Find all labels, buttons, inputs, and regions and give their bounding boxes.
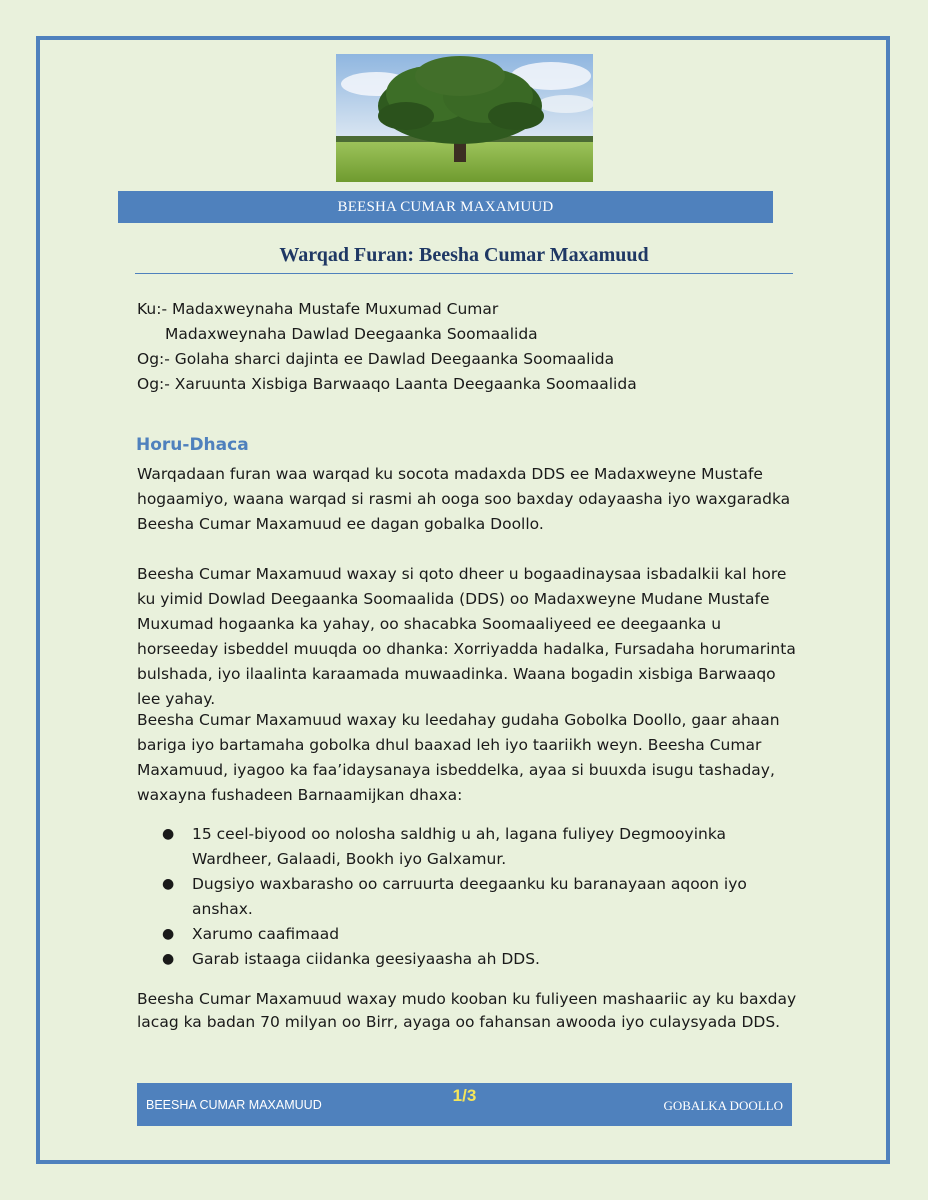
list-item — [137, 872, 797, 922]
address-line-1: Ku:- Madaxweynaha Mustafe Muxumad Cumar — [137, 300, 499, 318]
list-item-text: Garab istaaga ciidanka geesiyaasha ah DDS. — [192, 950, 540, 968]
list-item — [137, 822, 797, 872]
footer-bar — [137, 1083, 792, 1126]
page-title: Warqad Furan: Beesha Cumar Maxamuud — [279, 244, 649, 266]
projects-list — [137, 822, 797, 972]
bullet-icon: ● — [162, 926, 175, 942]
bullet-icon: ● — [162, 876, 175, 892]
title-divider — [135, 273, 793, 274]
bullet-icon: ● — [162, 951, 175, 967]
bullet-icon: ● — [162, 826, 175, 842]
paragraph-region: Beesha Cumar Maxamuud waxay ku leedahay gudaha Gobolka Doollo, gaar ahaan bariga iyo bartamaha gobolka dhul baaxad leh iyo taariikh weyn. Beesha Cumar Maxamuud, iyagoo ka faa’idaysanaya isbeddelka, ayaa si buuxda isugu tashaday, waxayna fushadeen Barnaamijkan dhaxa: — [137, 711, 780, 804]
paragraph-closing: Beesha Cumar Maxamuud waxay mudo kooban ku fuliyeen mashaariic ay ku baxday lacag ka badan 70 milyan oo Birr, ayaga oo fahansan awooda iyo culaysyada DDS. — [137, 990, 797, 1031]
header-banner: BEESHA CUMAR MAXAMUUD — [118, 191, 773, 223]
section-heading: Horu-Dhaca — [136, 435, 249, 455]
address-line-2: Madaxweynaha Dawlad Deegaanka Soomaalida — [165, 325, 538, 343]
address-line-3: Og:- Golaha sharci dajinta ee Dawlad Deegaanka Soomaalida — [137, 350, 615, 368]
paragraph-praise: Beesha Cumar Maxamuud waxay si qoto dheer u bogaadinaysaa isbadalkii kal hore ku yimid Dowlad Deegaanka Soomaalida (DDS) oo Madaxweyne Mudane Mustafe Muxumad hogaanka ka yahay, oo shacabka Soomaaliyeed ee deegaanka u horseeday isbeddel muuqda oo dhanka: Xorriyadda hadalka, Fursadaha horumarinta bulshada, iyo ilaalinta karaamada muwaadinka. Waana bogadin xisbiga Barwaaqo lee yahay. — [137, 565, 796, 708]
footer-left-label: BEESHA CUMAR MAXAMUUD — [146, 1098, 322, 1112]
tree-photo-icon — [336, 54, 593, 182]
footer-right-label: GOBALKA DOOLLO — [663, 1098, 783, 1113]
list-item — [137, 922, 797, 947]
tree-image — [336, 54, 593, 182]
list-item — [137, 947, 797, 972]
list-item-text: Dugsiyo waxbarasho oo carruurta deegaanku ku baranayaan aqoon iyo anshax. — [192, 875, 747, 918]
list-item-text: Xarumo caafimaad — [192, 925, 340, 943]
paragraph-intro: Warqadaan furan waa warqad ku socota madaxda DDS ee Madaxweyne Mustafe hogaamiyo, waana warqad si rasmi ah ooga soo baxday odayaasha iyo waxgaradka Beesha Cumar Maxamuud ee dagan gobalka Doollo. — [137, 465, 791, 533]
list-item-text: 15 ceel-biyood oo nolosha saldhig u ah, lagana fuliyey Degmooyinka Wardheer, Galaadi, Bookh iyo Galxamur. — [192, 825, 727, 868]
address-line-4: Og:- Xaruunta Xisbiga Barwaaqo Laanta Deegaanka Soomaalida — [137, 375, 637, 393]
page-number: 1/3 — [452, 1086, 477, 1105]
